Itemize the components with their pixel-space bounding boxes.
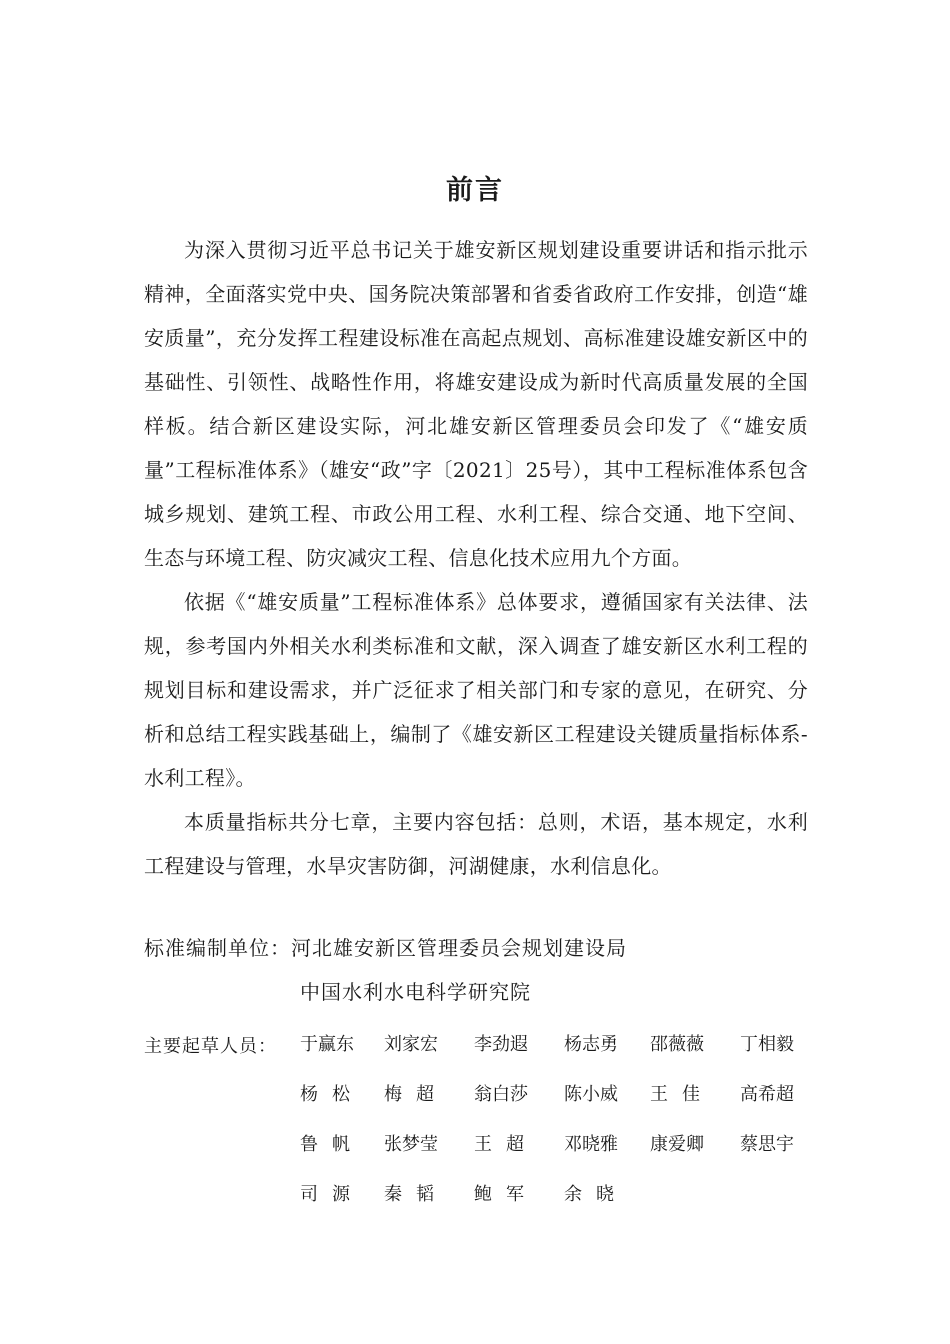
drafter-name: 余晓 xyxy=(564,1184,628,1205)
drafter-name: 李劲遐 xyxy=(474,1034,528,1055)
drafter-name: 蔡思宇 xyxy=(740,1134,794,1155)
drafter-name: 杨志勇 xyxy=(564,1034,618,1055)
paragraph-2: 依据《“雄安质量”工程标准体系》总体要求，遵循国家有关法律、法规，参考国内外相关水利类标准和文献，深入调查了雄安新区水利工程的规划目标和建设需求，并广泛征求了相关部门和专家的意见，在研究、分析和总结工程实践基础上，编制了《雄安新区工程建设关键质量指标体系-水利工程》。 xyxy=(144,590,808,790)
drafter-name: 秦韬 xyxy=(384,1184,448,1205)
drafters-label: 主要起草人员： xyxy=(144,1036,277,1057)
drafter-name: 杨松 xyxy=(300,1084,364,1105)
drafter-name: 丁相毅 xyxy=(740,1034,794,1055)
paragraph-3: 本质量指标共分七章，主要内容包括：总则，术语，基本规定，水利工程建设与管理，水旱灾害防御，河湖健康，水利信息化。 xyxy=(144,810,808,878)
drafting-unit-1: 河北雄安新区管理委员会规划建设局 xyxy=(291,936,627,960)
drafting-unit-row xyxy=(144,932,627,961)
drafter-name: 鲁帆 xyxy=(300,1134,364,1155)
drafter-name: 于赢东 xyxy=(300,1034,354,1055)
drafter-name: 邓晓雅 xyxy=(564,1134,618,1155)
drafting-unit-2-row xyxy=(300,976,531,1005)
drafter-name: 邵薇薇 xyxy=(650,1034,704,1055)
drafting-unit-2: 中国水利水电科学研究院 xyxy=(300,980,531,1004)
drafter-name: 王佳 xyxy=(650,1084,714,1105)
drafter-name: 高希超 xyxy=(740,1084,794,1105)
drafters-list xyxy=(300,1032,810,1207)
drafter-name: 梅超 xyxy=(384,1084,448,1105)
drafter-name: 王超 xyxy=(474,1134,538,1155)
drafter-name: 康爱卿 xyxy=(650,1134,704,1155)
drafter-name: 刘家宏 xyxy=(384,1034,438,1055)
drafter-name: 翁白莎 xyxy=(474,1084,528,1105)
drafter-name: 鲍军 xyxy=(474,1184,538,1205)
drafter-name: 张梦莹 xyxy=(384,1134,438,1155)
drafting-unit-label: 标准编制单位： xyxy=(144,936,291,960)
drafter-name: 司源 xyxy=(300,1184,364,1205)
page-title: 前言 xyxy=(446,175,504,206)
paragraph-1: 为深入贯彻习近平总书记关于雄安新区规划建设重要讲话和指示批示精神，全面落实党中央、国务院决策部署和省委省政府工作安排，创造“雄安质量”，充分发挥工程建设标准在高起点规划、高标准建设雄安新区中的基础性、引领性、战略性作用，将雄安建设成为新时代高质量发展的全国样板。结合新区建设实际，河北雄安新区管理委员会印发了《“雄安质量”工程标准体系》（雄安“政”字〔2021〕25号），其中工程标准体系包含城乡规划、建筑工程、市政公用工程、水利工程、综合交通、地下空间、生态与环境工程、防灾减灾工程、信息化技术应用九个方面。 xyxy=(144,238,808,570)
preface-body xyxy=(144,228,808,888)
drafter-name: 陈小威 xyxy=(564,1084,618,1105)
